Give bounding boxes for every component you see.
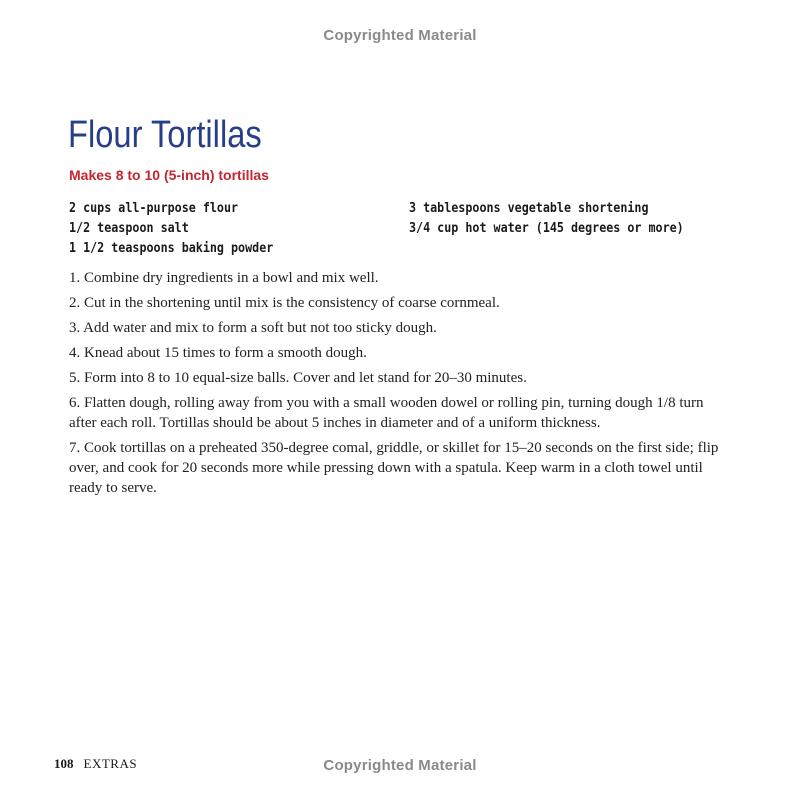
copyright-watermark-top: Copyrighted Material bbox=[323, 27, 477, 44]
step-item: 3. Add water and mix to form a soft but not too sticky dough. bbox=[69, 320, 437, 336]
step-item: 6. Flatten dough, rolling away from you with a small wooden dowel or rolling pin, turning dough 1/8 turn after each roll. Tortillas should be about 5 inches in diameter and of a uniform thickness. bbox=[69, 395, 704, 431]
step-item: 2. Cut in the shortening until mix is the consistency of coarse cornmeal. bbox=[69, 295, 500, 311]
step-item: 7. Cook tortillas on a preheated 350-degree comal, griddle, or skillet for 15–20 seconds on the first side; flip over, and cook for 20 seconds more while pressing down with a spatula. Keep warm in a cloth towel until ready to serve. bbox=[69, 440, 719, 496]
step-item: 1. Combine dry ingredients in a bowl and mix well. bbox=[69, 270, 379, 286]
section-name: EXTRAS bbox=[83, 756, 138, 771]
page-number: 108 bbox=[54, 756, 74, 771]
step-item: 4. Knead about 15 times to form a smooth dough. bbox=[69, 345, 367, 361]
recipe-title: Flour Tortillas bbox=[68, 114, 262, 156]
ingredient-item: 3 tablespoons vegetable shortening bbox=[409, 201, 649, 216]
ingredient-item: 2 cups all-purpose flour bbox=[69, 201, 239, 216]
ingredients-right-column bbox=[409, 199, 714, 239]
step-item: 5. Form into 8 to 10 equal-size balls. Cover and let stand for 20–30 minutes. bbox=[69, 370, 527, 386]
recipe-yield: Makes 8 to 10 (5-inch) tortillas bbox=[69, 167, 269, 183]
ingredient-item: 1/2 teaspoon salt bbox=[69, 221, 189, 236]
recipe-steps bbox=[69, 268, 719, 503]
ingredient-item: 3/4 cup hot water (145 degrees or more) bbox=[409, 221, 684, 236]
copyright-watermark-bottom: Copyrighted Material bbox=[323, 757, 477, 774]
ingredient-item: 1 1/2 teaspoons baking powder bbox=[69, 241, 274, 256]
ingredients-left-column bbox=[69, 199, 296, 259]
